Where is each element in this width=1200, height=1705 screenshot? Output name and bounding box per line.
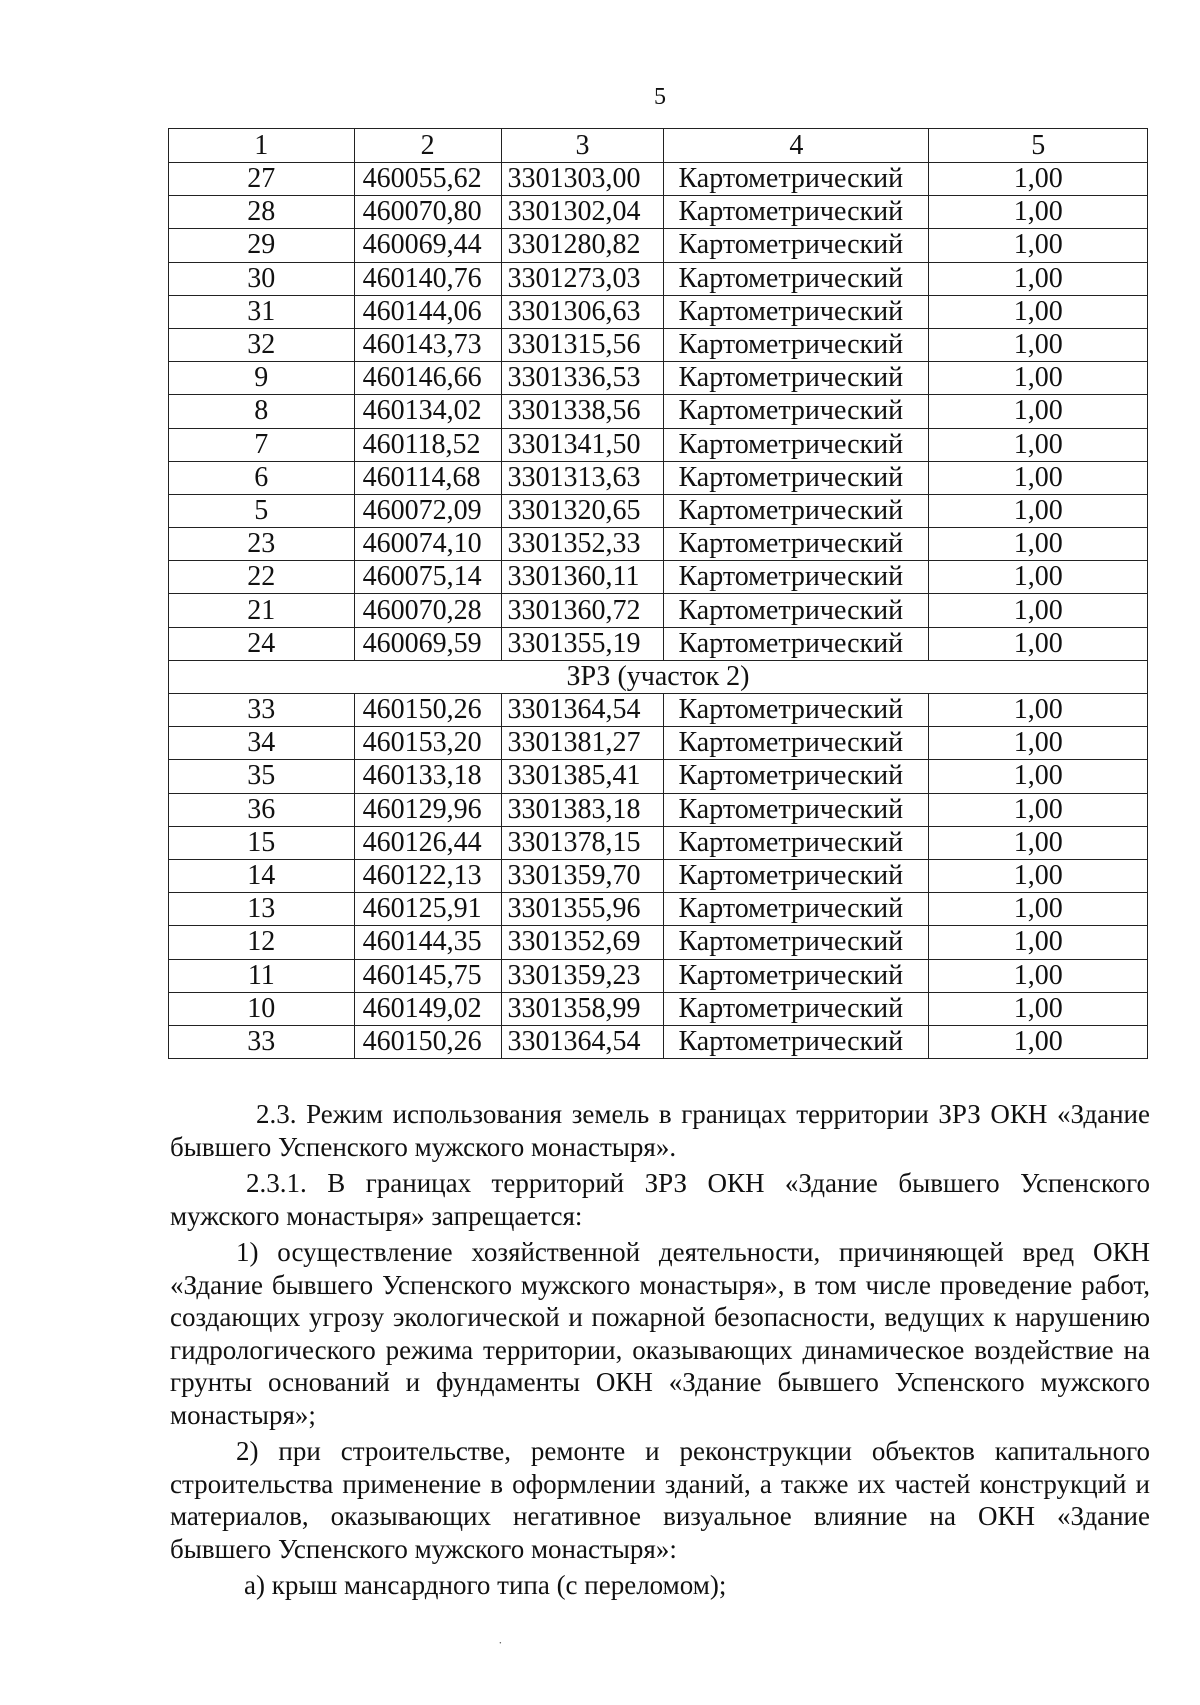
- point-number-cell: 27: [169, 163, 355, 196]
- point-number-cell: 33: [169, 694, 355, 727]
- table-row: [169, 229, 1148, 262]
- table-header-row: [169, 129, 1148, 163]
- table-row: [169, 262, 1148, 295]
- point-number-cell: 23: [169, 528, 355, 561]
- method-cell: Картометрический: [664, 926, 929, 959]
- point-number-cell: 28: [169, 196, 355, 229]
- coord-y-cell: 3301338,56: [501, 395, 664, 428]
- paragraph-item-a: а) крыш мансардного типа (с переломом);: [244, 1570, 727, 1600]
- coord-x-cell: 460075,14: [354, 561, 501, 594]
- method-cell: Картометрический: [664, 295, 929, 328]
- coord-x-cell: 460069,44: [354, 229, 501, 262]
- coord-y-cell: 3301313,63: [501, 461, 664, 494]
- method-cell: Картометрический: [664, 893, 929, 926]
- table-row: [169, 295, 1148, 328]
- body-text: [170, 1098, 1150, 1602]
- coord-y-cell: 3301280,82: [501, 229, 664, 262]
- table-row: [169, 494, 1148, 527]
- scan-dot: ˙: [498, 1640, 503, 1655]
- point-number-cell: 15: [169, 826, 355, 859]
- paragraph-item-2: 2) при строительстве, ремонте и реконструкции объектов капитального строительства применение в оформлении зданий, а также их частей конструкций и материалов, оказывающих негативное визуальное влияние на ОКН «Здание бывшего Успенского мужского монастыря»:: [170, 1436, 1150, 1564]
- accuracy-cell: 1,00: [929, 926, 1148, 959]
- section-title: ЗРЗ (участок 2): [169, 660, 1148, 693]
- coord-x-cell: 460126,44: [354, 826, 501, 859]
- coord-y-cell: 3301352,33: [501, 528, 664, 561]
- accuracy-cell: 1,00: [929, 826, 1148, 859]
- table-row: [169, 163, 1148, 196]
- table-row: [169, 561, 1148, 594]
- coord-y-cell: 3301355,96: [501, 893, 664, 926]
- method-cell: Картометрический: [664, 528, 929, 561]
- coord-y-cell: 3301315,56: [501, 328, 664, 361]
- point-number-cell: 8: [169, 395, 355, 428]
- point-number-cell: 22: [169, 561, 355, 594]
- coord-x-cell: 460144,35: [354, 926, 501, 959]
- coord-y-cell: 3301364,54: [501, 694, 664, 727]
- point-number-cell: 14: [169, 859, 355, 892]
- coord-y-cell: 3301303,00: [501, 163, 664, 196]
- point-number-cell: 12: [169, 926, 355, 959]
- table-row: [169, 859, 1148, 892]
- coord-y-cell: 3301383,18: [501, 793, 664, 826]
- coord-x-cell: 460114,68: [354, 461, 501, 494]
- table-row: [169, 1025, 1148, 1058]
- accuracy-cell: 1,00: [929, 328, 1148, 361]
- accuracy-cell: 1,00: [929, 793, 1148, 826]
- table-body-part-2: [169, 694, 1148, 1059]
- method-cell: Картометрический: [664, 727, 929, 760]
- method-cell: Картометрический: [664, 461, 929, 494]
- point-number-cell: 33: [169, 1025, 355, 1058]
- coord-y-cell: 3301364,54: [501, 1025, 664, 1058]
- coord-y-cell: 3301302,04: [501, 196, 664, 229]
- coord-x-cell: 460118,52: [354, 428, 501, 461]
- method-cell: Картометрический: [664, 395, 929, 428]
- coord-y-cell: 3301360,72: [501, 594, 664, 627]
- header-cell-2: 2: [354, 129, 501, 163]
- point-number-cell: 13: [169, 893, 355, 926]
- method-cell: Картометрический: [664, 494, 929, 527]
- table-row: [169, 793, 1148, 826]
- coord-x-cell: 460129,96: [354, 793, 501, 826]
- table-row: [169, 461, 1148, 494]
- method-cell: Картометрический: [664, 859, 929, 892]
- point-number-cell: 35: [169, 760, 355, 793]
- header-cell-5: 5: [929, 129, 1148, 163]
- coord-x-cell: 460122,13: [354, 859, 501, 892]
- accuracy-cell: 1,00: [929, 395, 1148, 428]
- table-row: [169, 694, 1148, 727]
- method-cell: Картометрический: [664, 992, 929, 1025]
- table-row: [169, 959, 1148, 992]
- method-cell: Картометрический: [664, 163, 929, 196]
- accuracy-cell: 1,00: [929, 262, 1148, 295]
- paragraph-2-3: 2.3. Режим использования земель в границах территории ЗРЗ ОКН «Здание бывшего Успенского мужского монастыря».: [170, 1099, 1150, 1162]
- point-number-cell: 7: [169, 428, 355, 461]
- method-cell: Картометрический: [664, 694, 929, 727]
- table-row: [169, 760, 1148, 793]
- method-cell: Картометрический: [664, 362, 929, 395]
- method-cell: Картометрический: [664, 1025, 929, 1058]
- table-row: [169, 328, 1148, 361]
- table-body-part-1: [169, 163, 1148, 661]
- accuracy-cell: 1,00: [929, 694, 1148, 727]
- coord-x-cell: 460069,59: [354, 627, 501, 660]
- point-number-cell: 11: [169, 959, 355, 992]
- table-row: [169, 428, 1148, 461]
- accuracy-cell: 1,00: [929, 561, 1148, 594]
- accuracy-cell: 1,00: [929, 859, 1148, 892]
- point-number-cell: 29: [169, 229, 355, 262]
- accuracy-cell: 1,00: [929, 163, 1148, 196]
- coord-y-cell: 3301358,99: [501, 992, 664, 1025]
- accuracy-cell: 1,00: [929, 1025, 1148, 1058]
- point-number-cell: 5: [169, 494, 355, 527]
- table-section: [169, 660, 1148, 693]
- coord-y-cell: 3301381,27: [501, 727, 664, 760]
- coord-x-cell: 460133,18: [354, 760, 501, 793]
- section-row: [169, 660, 1148, 693]
- method-cell: Картометрический: [664, 229, 929, 262]
- point-number-cell: 24: [169, 627, 355, 660]
- method-cell: Картометрический: [664, 627, 929, 660]
- method-cell: Картометрический: [664, 428, 929, 461]
- coord-x-cell: 460070,80: [354, 196, 501, 229]
- table-row: [169, 362, 1148, 395]
- header-cell-1: 1: [169, 129, 355, 163]
- coord-y-cell: 3301378,15: [501, 826, 664, 859]
- accuracy-cell: 1,00: [929, 959, 1148, 992]
- coord-x-cell: 460150,26: [354, 694, 501, 727]
- table-row: [169, 395, 1148, 428]
- coord-y-cell: 3301336,53: [501, 362, 664, 395]
- coord-x-cell: 460134,02: [354, 395, 501, 428]
- table-row: [169, 196, 1148, 229]
- coordinates-table: [168, 128, 1148, 1059]
- table-row: [169, 893, 1148, 926]
- coord-x-cell: 460070,28: [354, 594, 501, 627]
- page-number: 5: [654, 84, 666, 110]
- coord-x-cell: 460074,10: [354, 528, 501, 561]
- coord-x-cell: 460055,62: [354, 163, 501, 196]
- method-cell: Картометрический: [664, 196, 929, 229]
- table-row: [169, 528, 1148, 561]
- coord-y-cell: 3301359,70: [501, 859, 664, 892]
- coord-y-cell: 3301341,50: [501, 428, 664, 461]
- coord-x-cell: 460144,06: [354, 295, 501, 328]
- point-number-cell: 9: [169, 362, 355, 395]
- table-row: [169, 926, 1148, 959]
- coord-y-cell: 3301273,03: [501, 262, 664, 295]
- coord-x-cell: 460150,26: [354, 1025, 501, 1058]
- coord-x-cell: 460143,73: [354, 328, 501, 361]
- method-cell: Картометрический: [664, 328, 929, 361]
- accuracy-cell: 1,00: [929, 992, 1148, 1025]
- coord-x-cell: 460149,02: [354, 992, 501, 1025]
- coord-y-cell: 3301360,11: [501, 561, 664, 594]
- accuracy-cell: 1,00: [929, 760, 1148, 793]
- accuracy-cell: 1,00: [929, 461, 1148, 494]
- coord-x-cell: 460153,20: [354, 727, 501, 760]
- paragraph-item-1: 1) осуществление хозяйственной деятельности, причиняющей вред ОКН «Здание бывшего Успенского мужского монастыря», в том числе проведение работ, создающих угрозу экологической и пожарной безопасности, ведущих к нарушению гидрологического режима территории, оказывающих динамическое воздействие на грунты оснований и фундаменты ОКН «Здание бывшего Успенского мужского монастыря»;: [170, 1237, 1150, 1430]
- header-cell-4: 4: [664, 129, 929, 163]
- method-cell: Картометрический: [664, 959, 929, 992]
- coord-y-cell: 3301355,19: [501, 627, 664, 660]
- table-row: [169, 627, 1148, 660]
- accuracy-cell: 1,00: [929, 893, 1148, 926]
- point-number-cell: 31: [169, 295, 355, 328]
- paragraph-2-3-1: 2.3.1. В границах территорий ЗРЗ ОКН «Здание бывшего Успенского мужского монастыря» запрещается:: [170, 1168, 1150, 1231]
- coord-y-cell: 3301306,63: [501, 295, 664, 328]
- point-number-cell: 30: [169, 262, 355, 295]
- point-number-cell: 21: [169, 594, 355, 627]
- point-number-cell: 36: [169, 793, 355, 826]
- accuracy-cell: 1,00: [929, 428, 1148, 461]
- header-cell-3: 3: [501, 129, 664, 163]
- method-cell: Картометрический: [664, 760, 929, 793]
- method-cell: Картометрический: [664, 561, 929, 594]
- coord-y-cell: 3301385,41: [501, 760, 664, 793]
- point-number-cell: 32: [169, 328, 355, 361]
- coord-x-cell: 460146,66: [354, 362, 501, 395]
- method-cell: Картометрический: [664, 826, 929, 859]
- table-row: [169, 727, 1148, 760]
- method-cell: Картометрический: [664, 793, 929, 826]
- accuracy-cell: 1,00: [929, 295, 1148, 328]
- accuracy-cell: 1,00: [929, 362, 1148, 395]
- point-number-cell: 6: [169, 461, 355, 494]
- accuracy-cell: 1,00: [929, 727, 1148, 760]
- coord-x-cell: 460145,75: [354, 959, 501, 992]
- coord-y-cell: 3301359,23: [501, 959, 664, 992]
- accuracy-cell: 1,00: [929, 494, 1148, 527]
- accuracy-cell: 1,00: [929, 229, 1148, 262]
- method-cell: Картометрический: [664, 594, 929, 627]
- coord-y-cell: 3301320,65: [501, 494, 664, 527]
- method-cell: Картометрический: [664, 262, 929, 295]
- table-row: [169, 826, 1148, 859]
- point-number-cell: 10: [169, 992, 355, 1025]
- accuracy-cell: 1,00: [929, 528, 1148, 561]
- coord-x-cell: 460072,09: [354, 494, 501, 527]
- table-row: [169, 992, 1148, 1025]
- coord-x-cell: 460140,76: [354, 262, 501, 295]
- accuracy-cell: 1,00: [929, 627, 1148, 660]
- table-row: [169, 594, 1148, 627]
- point-number-cell: 34: [169, 727, 355, 760]
- coord-y-cell: 3301352,69: [501, 926, 664, 959]
- accuracy-cell: 1,00: [929, 196, 1148, 229]
- accuracy-cell: 1,00: [929, 594, 1148, 627]
- coord-x-cell: 460125,91: [354, 893, 501, 926]
